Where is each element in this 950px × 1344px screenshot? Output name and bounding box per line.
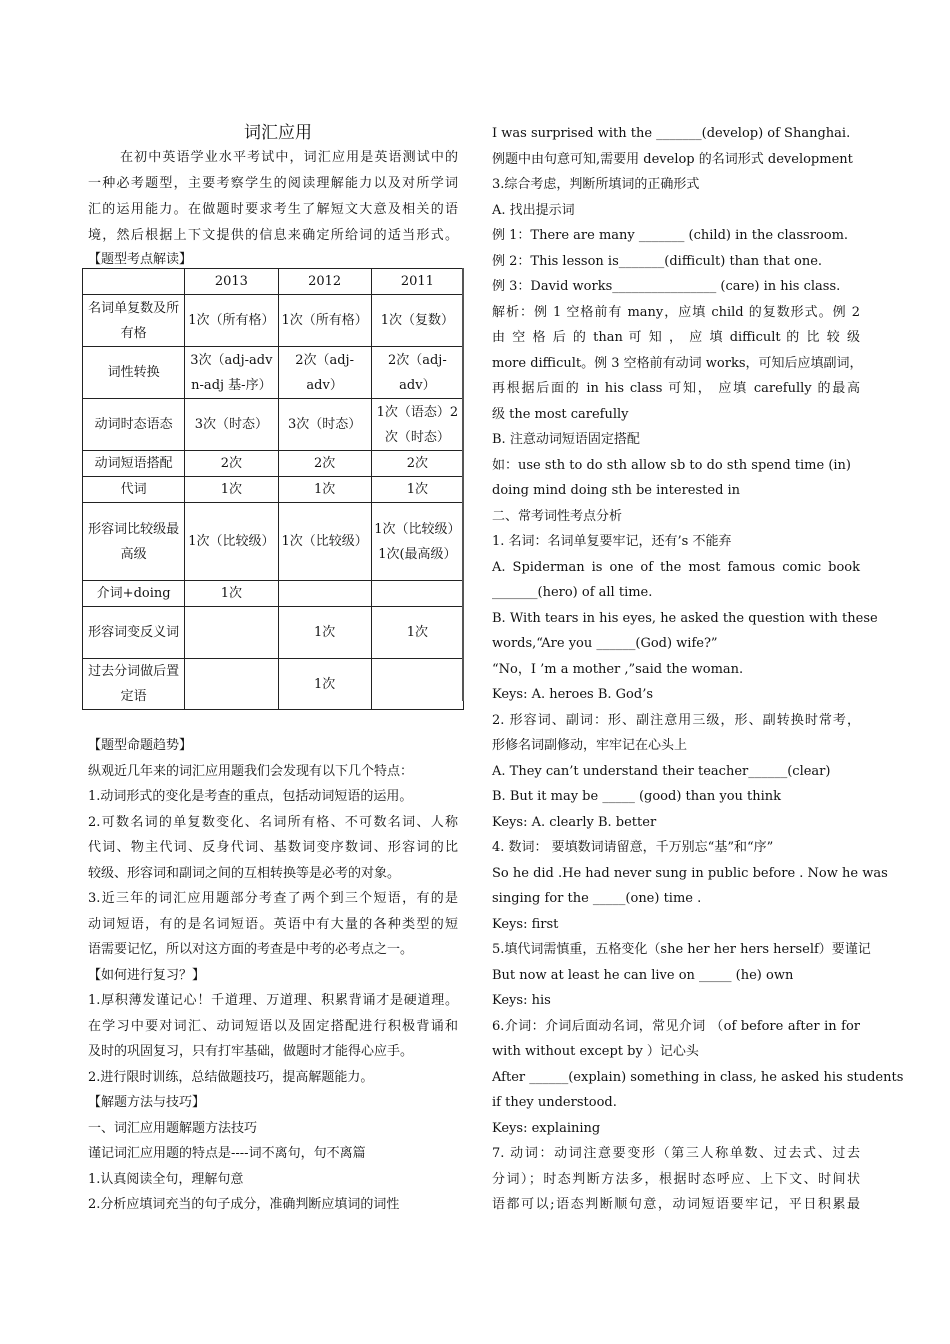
- text-line: 纵观近几年来的词汇应用题我们会发现有以下几个特点：: [88, 763, 414, 779]
- section-heading: 【题型考点解读】: [88, 252, 193, 267]
- text-line: 语需要记忆，所以对这方面的考查是中考的必考点之一。: [88, 942, 414, 957]
- text-line: 由 空 格 后 的 than 可 知 ， 应 填 difficult 的 比 较 级: [492, 330, 860, 345]
- table-cell: [278, 581, 371, 607]
- table-cell: 词性转换: [83, 347, 185, 399]
- text-line: with without except by ）记心头: [492, 1044, 699, 1059]
- exam-points-table: [82, 268, 464, 710]
- text-line: 2.可数名词的单复数变化、名词所有格、不可数名词、人称: [88, 814, 458, 830]
- table-header-cell: 2012: [278, 269, 371, 295]
- intro-line: 汇的运用能力。在做题时要求考生了解短文大意及相关的语: [88, 202, 458, 217]
- table-cell: 1次（所有格）: [185, 295, 278, 347]
- text-line: 如：use sth to do sth allow sb to do sth spend time (in): [492, 457, 851, 473]
- text-line: 【如何进行复习？】: [88, 967, 206, 983]
- table-cell: 1次: [185, 581, 278, 607]
- table-row: [83, 659, 464, 710]
- table-row: [83, 477, 464, 503]
- table-cell: 名词单复数及所有格: [83, 295, 185, 347]
- table-header-row: [83, 269, 464, 295]
- text-line: 1. 名词：名词单复要牢记，还有’s 不能弃: [492, 534, 732, 549]
- text-line: I was surprised with the _______(develop) of Shanghai.: [492, 126, 851, 141]
- table-cell: [371, 581, 463, 607]
- text-line: 3.近三年的词汇应用题部分考查了两个到三个短语，有的是: [88, 891, 458, 906]
- text-line: Keys: A. clearly B. better: [492, 814, 657, 830]
- text-line: 解析：例 1 空格前有 many，应填 child 的复数形式。例 2: [492, 304, 860, 320]
- table-cell: 1次: [278, 659, 371, 710]
- text-line: But now at least he can live on _____ (he) own: [492, 967, 794, 983]
- table-cell: 2次（adj-adv）: [278, 347, 371, 399]
- text-line: 例 2：This lesson is_______(difficult) than that one.: [492, 253, 823, 269]
- table-cell: 2次: [278, 451, 371, 477]
- table-header-cell: 2013: [185, 269, 278, 295]
- text-line: 1.认真阅读全句，理解句意: [88, 1171, 244, 1187]
- text-line: 二、常考词性考点分析: [492, 508, 623, 524]
- text-line: 及时的巩固复习，只有打牢基础，做题时才能得心应手。: [88, 1044, 414, 1059]
- text-line: A. Spiderman is one of the most famous comic book: [492, 559, 860, 575]
- text-line: Keys: explaining: [492, 1120, 601, 1136]
- table-cell: 2次（adj-adv）: [371, 347, 463, 399]
- text-line: 在学习中要对词汇、动词短语以及固定搭配进行积极背诵和: [88, 1018, 458, 1034]
- text-line: 2.进行限时训练，总结做题技巧，提高解题能力。: [88, 1069, 374, 1085]
- text-line: 较级、形容词和副词之间的互相转换等是必考的对象。: [88, 865, 401, 881]
- text-line: _______(hero) of all time.: [492, 585, 653, 600]
- table-cell: 1次（比较级）: [185, 503, 278, 581]
- text-line: 4. 数词： 要填数词请留意，千万别忘“基”和“序”: [492, 840, 774, 855]
- table-cell: [371, 659, 463, 710]
- table-cell: 2次: [185, 451, 278, 477]
- table-row: [83, 399, 464, 451]
- text-line: 一、词汇应用题解题方法技巧: [88, 1120, 258, 1136]
- text-line: B. With tears in his eyes, he asked the question with these: [492, 610, 878, 626]
- table-cell: 形容词比较级最高级: [83, 503, 185, 581]
- text-line: After ______(explain) something in class, he asked his students: [492, 1069, 904, 1085]
- table-cell: 1次（所有格）: [278, 295, 371, 347]
- text-line: 7. 动词：动词注意要变形（第三人称单数、过去式、过去: [492, 1146, 860, 1161]
- text-line: Keys: first: [492, 916, 559, 932]
- table-cell: 形容词变反义词: [83, 607, 185, 659]
- text-line: 3.综合考虑，判断所填词的正确形式: [492, 177, 700, 192]
- text-line: Keys: A. heroes B. God’s: [492, 687, 653, 702]
- text-line: 分词）；时态判断方法多，根据时态呼应、上下文、时间状: [492, 1171, 860, 1187]
- table-cell: 1次: [371, 607, 463, 659]
- text-line: So he did .He had never sung in public before . Now he was: [492, 865, 888, 881]
- table-header-cell: [83, 269, 185, 295]
- text-line: 2. 形容词、副词：形、副注意用三级，形、副转换时常考，: [492, 712, 860, 728]
- table-cell: 1次: [278, 477, 371, 503]
- text-line: A. 找出提示词: [492, 202, 575, 218]
- table-cell: 3次（时态）: [185, 399, 278, 451]
- text-line: 级 the most carefully: [492, 406, 629, 422]
- text-line: 1.动词形式的变化是考查的重点，包括动词短语的运用。: [88, 789, 413, 804]
- table-row: [83, 347, 464, 399]
- table-cell: 3次（时态）: [278, 399, 371, 451]
- text-line: 例 3：David works________________ (care) in his class.: [492, 279, 841, 294]
- text-line: 动词短语，有的是名词短语。英语中有大量的各种类型的短: [88, 916, 458, 932]
- table-cell: 介词+doing: [83, 581, 185, 607]
- text-line: “No，I ’m a mother ,”said the woman.: [492, 661, 744, 677]
- table-cell: 动词短语搭配: [83, 451, 185, 477]
- table-cell: 1次: [278, 607, 371, 659]
- text-line: 1.厚积薄发谨记心！千道理、万道理、积累背诵才是硬道理。: [88, 993, 458, 1008]
- text-line: 【题型命题趋势】: [88, 738, 193, 753]
- table-row: [83, 295, 464, 347]
- text-line: 6.介词：介词后面动名词，常见介词 （of before after in for: [492, 1018, 860, 1034]
- table-cell: 1次: [371, 477, 463, 503]
- text-line: more difficult。例 3 空格前有动词 works，可知后应填副词，: [492, 355, 863, 371]
- table-row: [83, 581, 464, 607]
- table-cell: 动词时态语态: [83, 399, 185, 451]
- text-line: Keys: his: [492, 993, 551, 1008]
- table-cell: 1次（比较级）: [278, 503, 371, 581]
- intro-line: 一种必考题型，主要考察学生的阅读理解能力以及对所学词: [88, 176, 458, 191]
- table-cell: 1次: [185, 477, 278, 503]
- text-line: 代词、物主代词、反身代词、基数词变序数词、形容词的比: [88, 840, 458, 855]
- text-line: singing for the _____(one) time .: [492, 891, 702, 906]
- table-row: [83, 607, 464, 659]
- text-line: 例 1：There are many _______ (child) in the classroom.: [492, 228, 849, 243]
- text-line: if they understood.: [492, 1095, 617, 1110]
- table-cell: [185, 607, 278, 659]
- text-line: 2.分析应填词充当的句子成分，准确判断应填词的词性: [88, 1197, 400, 1212]
- table-cell: [185, 659, 278, 710]
- text-line: words,“Are you ______(God) wife?”: [492, 636, 718, 651]
- text-line: 【解题方法与技巧】: [88, 1095, 206, 1110]
- text-line: B. 注意动词短语固定搭配: [492, 432, 640, 447]
- table-cell: 过去分词做后置定语: [83, 659, 185, 710]
- text-line: B. But it may be _____ (good) than you think: [492, 789, 782, 804]
- page-title: 词汇应用: [244, 123, 312, 143]
- intro-line: 境，然后根据上下文提供的信息来确定所给词的适当形式。: [88, 228, 458, 243]
- text-line: 语都可以;语态判断顺句意，动词短语要牢记，平日积累最: [492, 1197, 860, 1212]
- table-header-cell: 2011: [371, 269, 463, 295]
- text-line: 再根据后面的 in his class 可知， 应填 carefully 的最高: [492, 381, 860, 396]
- table-row: [83, 451, 464, 477]
- intro-line: 在初中英语学业水平考试中，词汇应用是英语测试中的: [120, 150, 458, 165]
- text-line: A. They can’t understand their teacher______(clear): [492, 763, 831, 779]
- text-line: doing mind doing sth be interested in: [492, 483, 741, 498]
- table-row: [83, 503, 464, 581]
- table-cell: 1次（复数）: [371, 295, 463, 347]
- table-cell: 代词: [83, 477, 185, 503]
- table-shadow-edge: [462, 268, 464, 701]
- text-line: 例题中由句意可知,需要用 develop 的名词形式 development: [492, 151, 853, 167]
- text-line: 5.填代词需慎重，五格变化（she her her hers herself）要谨记: [492, 942, 871, 957]
- table-cell: 1次（比较级）1次(最高级）: [371, 503, 463, 581]
- table-cell: 3次（adj-adv n-adj 基-序）: [185, 347, 278, 399]
- text-line: 形修名词副修动，牢牢记在心头上: [492, 738, 688, 753]
- table-cell: 1次（语态）2次（时态）: [371, 399, 463, 451]
- text-line: 谨记词汇应用题的特点是----词不离句，句不离篇: [88, 1146, 366, 1161]
- table-cell: 2次: [371, 451, 463, 477]
